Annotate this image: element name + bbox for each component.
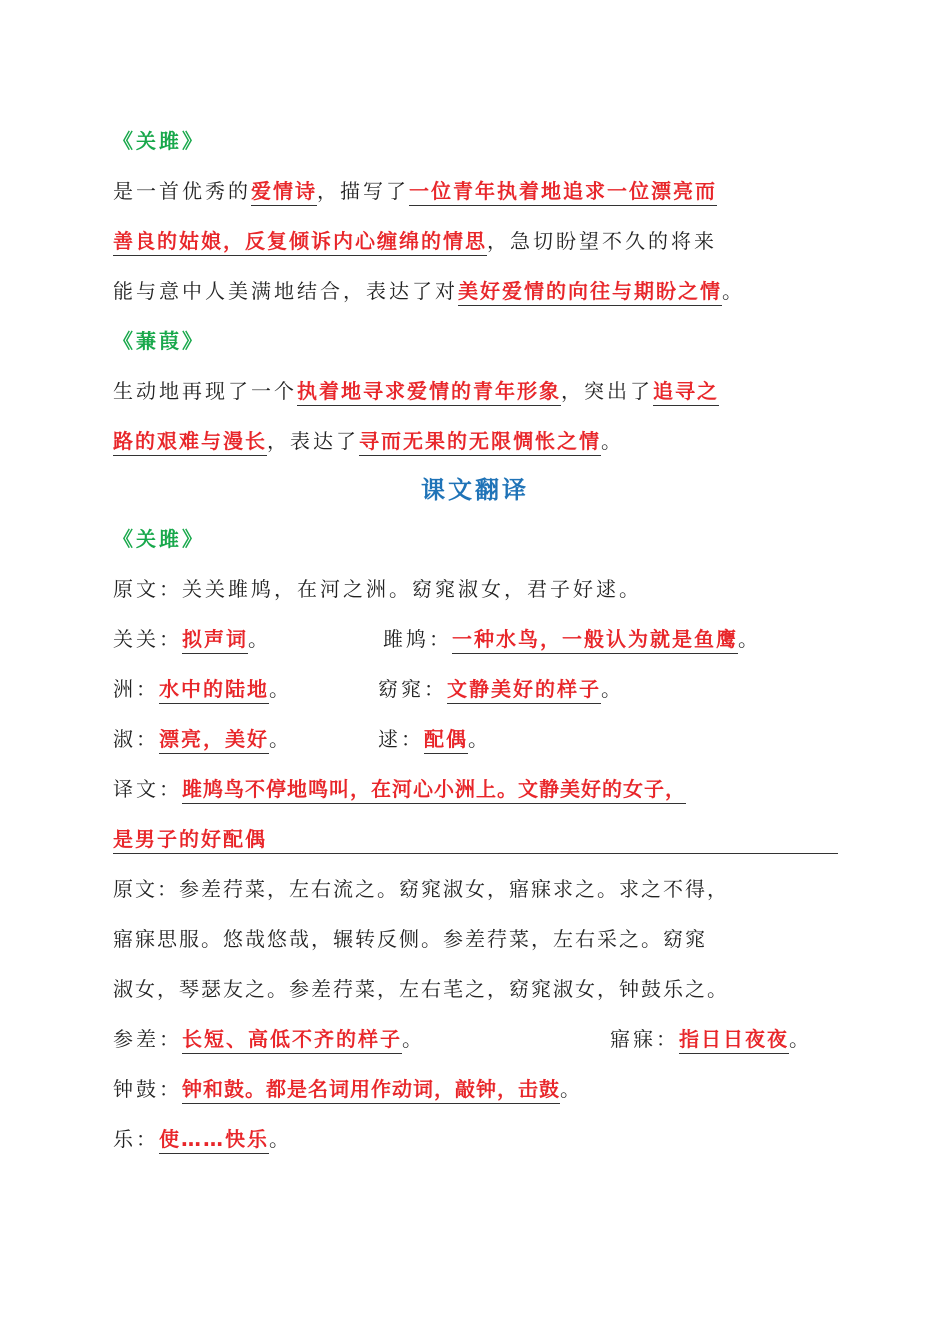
section-title: 课文翻译 xyxy=(421,476,529,504)
original-text-line: 淑女，琴瑟友之。参差荇菜，左右芼之，窈窕淑女，钟鼓乐之。 xyxy=(113,977,729,1001)
answer-blank: 路的艰难与漫长 xyxy=(113,427,267,456)
gloss-term: 窈窕： xyxy=(378,677,447,701)
gloss-definition: 漂亮，美好 xyxy=(159,725,269,754)
text-segment: 。 xyxy=(560,1077,583,1101)
translation-text: 是男子的好配偶 xyxy=(113,825,838,854)
section-heading-guanju: 《关雎》 xyxy=(113,129,205,153)
gloss-term: 钟鼓： xyxy=(113,1077,182,1101)
gloss-term: 雎鸠： xyxy=(383,627,452,651)
text-segment: ，急切盼望不久的将来 xyxy=(487,229,717,253)
gloss-definition: 文静美好的样子 xyxy=(447,675,601,704)
gloss-entry xyxy=(113,722,378,756)
original-text-line: 原文：参差荇菜，左右流之。窈窕淑女，寤寐求之。求之不得， xyxy=(113,877,729,901)
summary-line xyxy=(113,274,838,308)
gloss-term: 淑： xyxy=(113,727,159,751)
text-segment: 。 xyxy=(601,429,624,453)
translation-label: 译文： xyxy=(113,777,182,801)
gloss-line xyxy=(113,1122,838,1156)
answer-blank: 爱情诗 xyxy=(251,177,317,206)
gloss-line xyxy=(113,1022,838,1056)
gloss-line xyxy=(113,722,838,756)
text-segment: 。 xyxy=(248,627,271,651)
gloss-term: 逑： xyxy=(378,727,424,751)
answer-blank: 美好爱情的向往与期盼之情 xyxy=(458,277,722,306)
text-segment: ，描写了 xyxy=(317,179,409,203)
section-heading-jianjia: 《蒹葭》 xyxy=(113,329,205,353)
text-segment: 。 xyxy=(269,727,292,751)
gloss-entry xyxy=(113,1022,610,1056)
summary-line xyxy=(113,374,838,408)
gloss-entry xyxy=(383,627,761,651)
summary-line xyxy=(113,424,838,458)
gloss-entry xyxy=(610,1027,812,1051)
gloss-definition: 配偶 xyxy=(424,725,468,754)
gloss-definition: 一种水鸟，一般认为就是鱼鹰 xyxy=(452,625,738,654)
text-segment: 。 xyxy=(468,727,491,751)
gloss-line xyxy=(113,672,838,706)
gloss-definition: 钟和鼓。都是名词用作动词，敲钟，击鼓 xyxy=(182,1075,560,1104)
translation-line xyxy=(113,772,838,806)
text-segment: 。 xyxy=(738,627,761,651)
gloss-entry xyxy=(113,672,378,706)
translation-text: 雎鸠鸟不停地鸣叫，在河心小洲上。文静美好的女子， xyxy=(182,775,686,804)
text-segment: 。 xyxy=(269,677,292,701)
gloss-definition: 指日日夜夜 xyxy=(679,1025,789,1054)
text-segment: ，表达了 xyxy=(267,429,359,453)
gloss-definition: 使……快乐 xyxy=(159,1125,269,1154)
original-text-line: 寤寐思服。悠哉悠哉，辗转反侧。参差荇菜，左右采之。窈窕 xyxy=(113,927,707,951)
text-segment: 。 xyxy=(402,1027,425,1051)
summary-line xyxy=(113,224,838,258)
gloss-term: 参差： xyxy=(113,1027,182,1051)
text-segment: 生动地再现了一个 xyxy=(113,379,297,403)
gloss-entry xyxy=(113,622,383,656)
text-segment: 。 xyxy=(789,1027,812,1051)
section-heading-guanju-translation: 《关雎》 xyxy=(113,527,205,551)
text-segment: 。 xyxy=(722,279,745,303)
text-segment: 。 xyxy=(269,1127,292,1151)
gloss-line xyxy=(113,622,838,656)
translation-line xyxy=(113,822,838,856)
gloss-term: 乐： xyxy=(113,1127,159,1151)
gloss-definition: 拟声词 xyxy=(182,625,248,654)
original-text-line: 原文：关关雎鸠，在河之洲。窈窕淑女，君子好逑。 xyxy=(113,577,642,601)
gloss-term: 洲： xyxy=(113,677,159,701)
answer-blank: 追寻之 xyxy=(653,377,719,406)
gloss-entry xyxy=(378,677,624,701)
gloss-definition: 长短、高低不齐的样子 xyxy=(182,1025,402,1054)
answer-blank: 善良的姑娘，反复倾诉内心缠绵的情思 xyxy=(113,227,487,256)
text-segment: 能与意中人美满地结合，表达了对 xyxy=(113,279,458,303)
text-segment: 是一首优秀的 xyxy=(113,179,251,203)
text-segment: ，突出了 xyxy=(561,379,653,403)
gloss-definition: 水中的陆地 xyxy=(159,675,269,704)
gloss-term: 寤寐： xyxy=(610,1027,679,1051)
gloss-line xyxy=(113,1072,838,1106)
answer-blank: 寻而无果的无限惆怅之情 xyxy=(359,427,601,456)
gloss-entry xyxy=(378,727,491,751)
text-segment: 。 xyxy=(601,677,624,701)
answer-blank: 执着地寻求爱情的青年形象 xyxy=(297,377,561,406)
answer-blank: 一位青年执着地追求一位漂亮而 xyxy=(409,177,717,206)
summary-line xyxy=(113,174,838,208)
gloss-term: 关关： xyxy=(113,627,182,651)
